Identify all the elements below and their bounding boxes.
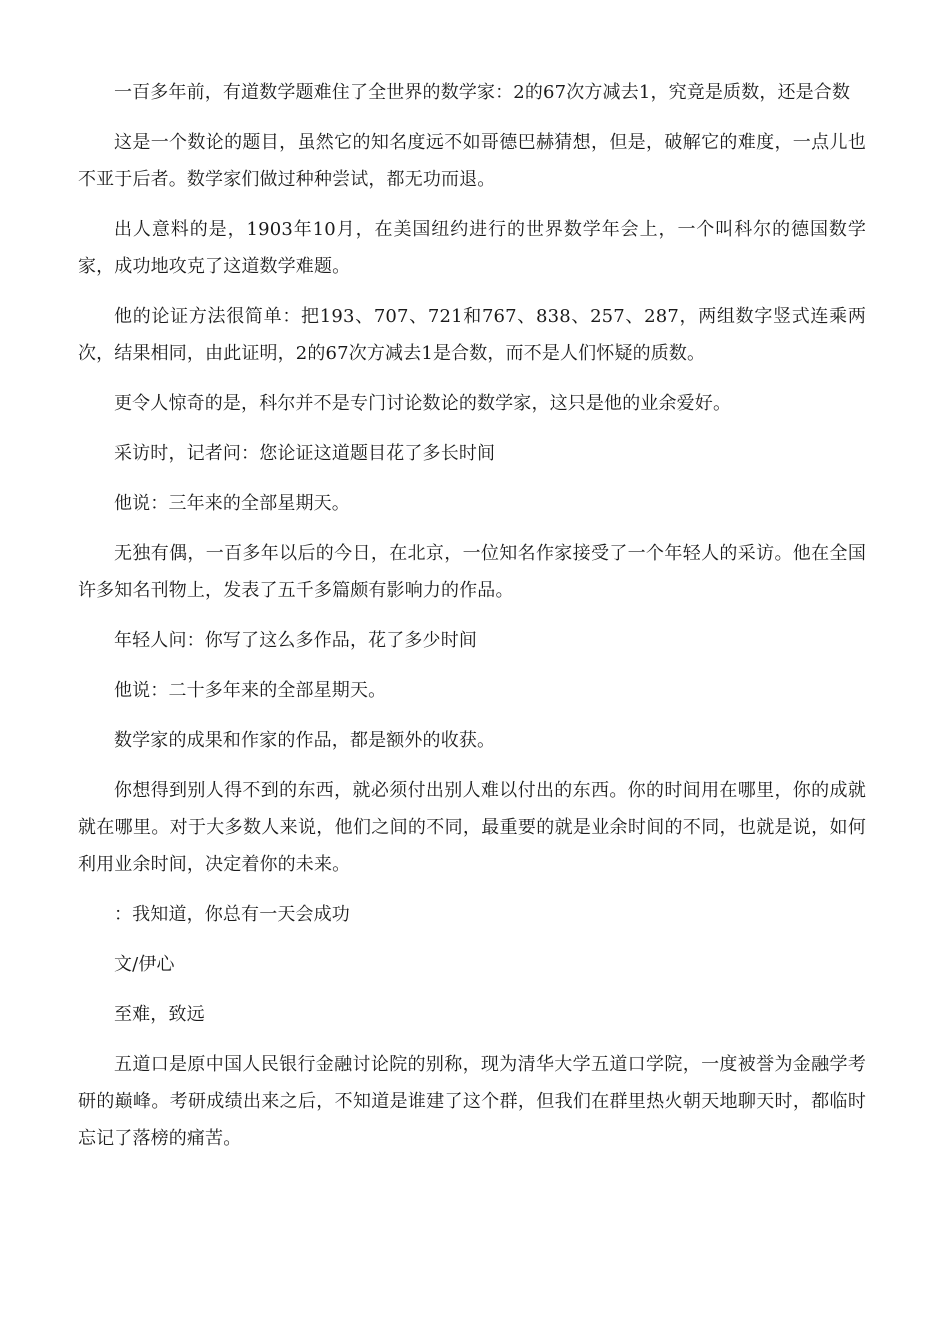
byline: 文/伊心 <box>114 954 175 975</box>
paragraph: 无独有偶，一百多年以后的今日，在北京，一位知名作家接受了一个年轻人的采访。他在全国许多知名刊物上，发表了五千多篇颇有影响力的作品。 <box>78 543 866 601</box>
paragraph: 出人意料的是，1903年10月，在美国纽约进行的世界数学年会上，一个叫科尔的德国数学家，成功地攻克了这道数学难题。 <box>78 219 866 277</box>
document-body <box>78 74 866 1170</box>
paragraph: 数学家的成果和作家的作品，都是额外的收获。 <box>114 730 496 751</box>
paragraph: 这是一个数论的题目，虽然它的知名度远不如哥德巴赫猜想，但是，破解它的难度，一点儿也不亚于后者。数学家们做过种种尝试，都无功而退。 <box>78 132 866 190</box>
paragraph: 采访时，记者问：您论证这道题目花了多长时间 <box>114 443 496 464</box>
paragraph: 一百多年前，有道数学题难住了全世界的数学家：2的67次方减去1，究竟是质数，还是合数 <box>114 82 851 103</box>
paragraph: 他说：二十多年来的全部星期天。 <box>114 680 387 701</box>
paragraph: 五道口是原中国人民银行金融讨论院的别称，现为清华大学五道口学院，一度被誉为金融学考研的巅峰。考研成绩出来之后，不知道是谁建了这个群，但我们在群里热火朝天地聊天时，都临时忘记了落榜的痛苦。 <box>78 1054 866 1149</box>
paragraph: 他的论证方法很简单：把193、707、721和767、838、257、287，两组数字竖式连乘两次，结果相同，由此证明，2的67次方减去1是合数，而不是人们怀疑的质数。 <box>78 306 866 364</box>
paragraph: 年轻人问：你写了这么多作品，花了多少时间 <box>114 630 477 651</box>
section-title: 至难，致远 <box>114 1004 205 1025</box>
paragraph: 你想得到别人得不到的东西，就必须付出别人难以付出的东西。你的时间用在哪里，你的成就就在哪里。对于大多数人来说，他们之间的不同，最重要的就是业余时间的不同，也就是说，如何利用业余时间，决定着你的未来。 <box>78 780 866 875</box>
paragraph: 他说：三年来的全部星期天。 <box>114 493 350 514</box>
paragraph: ：我知道，你总有一天会成功 <box>114 904 350 925</box>
paragraph: 更令人惊奇的是，科尔并不是专门讨论数论的数学家，这只是他的业余爱好。 <box>114 393 732 414</box>
